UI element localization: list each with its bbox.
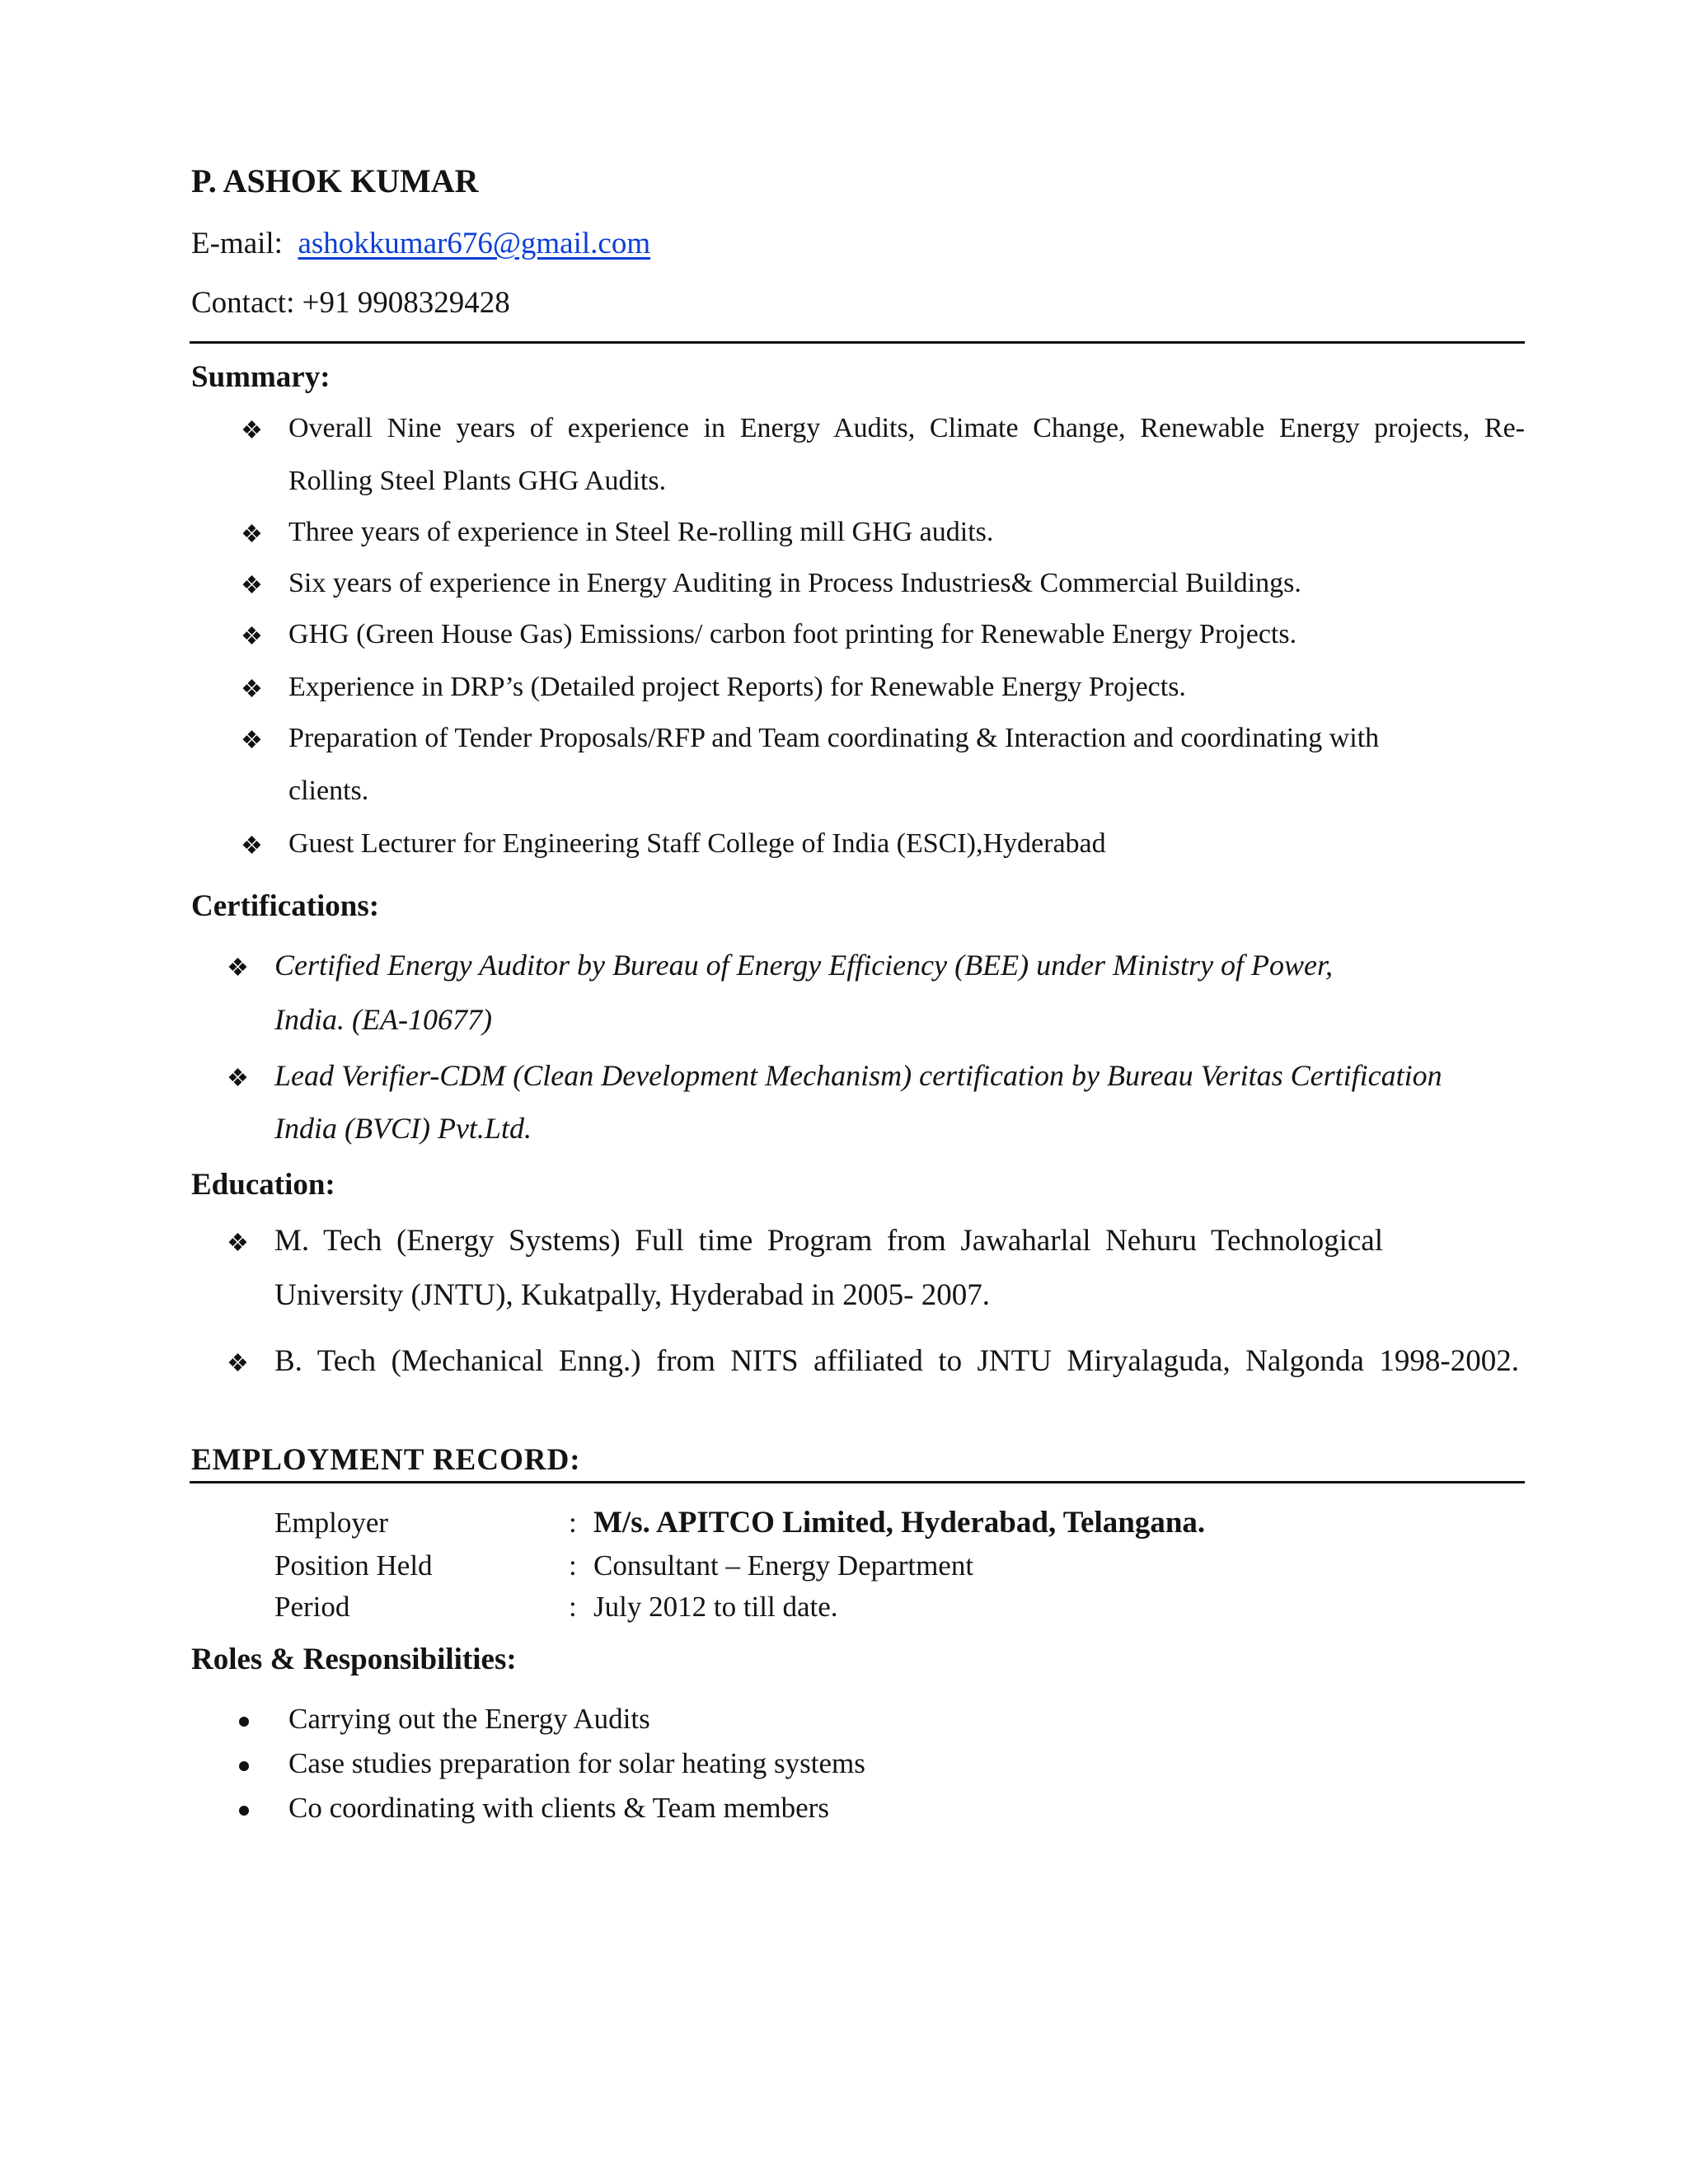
- contact-number: +91 9908329428: [302, 286, 510, 320]
- period-value: July 2012 to till date.: [593, 1591, 838, 1623]
- candidate-name: P. ASHOK KUMAR: [191, 162, 479, 199]
- summary-item-1-line-1: Overall Nine years of experience in Energy Audits, Climate Change, Renewable Energy projects, Re-: [288, 413, 1525, 443]
- diamond-bullet-icon: ❖: [241, 676, 263, 703]
- role-item-2: Case studies preparation for solar heating systems: [288, 1747, 865, 1779]
- summary-item-4: GHG (Green House Gas) Emissions/ carbon foot printing for Renewable Energy Projects.: [288, 619, 1297, 649]
- certifications-heading: Certifications:: [191, 889, 380, 923]
- summary-item-6-line-1: Preparation of Tender Proposals/RFP and Team coordinating & Interaction and coordinating with: [288, 723, 1380, 753]
- employer-colon: :: [569, 1507, 577, 1539]
- contact-line: [191, 285, 510, 321]
- roles-heading: Roles & Responsibilities:: [191, 1643, 517, 1676]
- diamond-bullet-icon: ❖: [241, 572, 263, 599]
- role-item-1: Carrying out the Energy Audits: [288, 1703, 650, 1735]
- summary-item-2: Three years of experience in Steel Re-rolling mill GHG audits.: [288, 517, 994, 547]
- position-label: Position Held: [274, 1549, 433, 1582]
- summary-item-5: Experience in DRP’s (Detailed project Reports) for Renewable Energy Projects.: [288, 672, 1186, 702]
- summary-item-7: Guest Lecturer for Engineering Staff College of India (ESCI),Hyderabad: [288, 828, 1106, 859]
- education-heading: Education:: [191, 1168, 335, 1202]
- bullet-dot-icon: [239, 1806, 249, 1816]
- diamond-bullet-icon: ❖: [227, 1065, 249, 1092]
- certification-item-2-line-1: Lead Verifier-CDM (Clean Development Mechanism) certification by Bureau Veritas Certification: [274, 1059, 1442, 1092]
- education-item-1-line-2: University (JNTU), Kukatpally, Hyderabad in 2005- 2007.: [274, 1278, 990, 1312]
- certification-item-1-line-1: Certified Energy Auditor by Bureau of Energy Efficiency (BEE) under Ministry of Power,: [274, 949, 1334, 982]
- diamond-bullet-icon: ❖: [227, 1230, 249, 1257]
- summary-heading: Summary:: [191, 360, 331, 394]
- email-label: E-mail:: [191, 227, 283, 260]
- contact-label: Contact:: [191, 286, 295, 320]
- period-label: Period: [274, 1591, 350, 1623]
- summary-item-3: Six years of experience in Energy Auditing in Process Industries& Commercial Buildings.: [288, 568, 1301, 598]
- header-divider: [190, 341, 1525, 344]
- diamond-bullet-icon: ❖: [241, 521, 263, 548]
- certification-item-1-line-2: India. (EA-10677): [274, 1003, 492, 1036]
- employment-divider: [190, 1481, 1525, 1483]
- email-line: [191, 226, 650, 261]
- employment-heading: EMPLOYMENT RECORD:: [191, 1443, 581, 1477]
- education-item-1-line-1: M. Tech (Energy Systems) Full time Program from Jawaharlal Nehuru Technological: [274, 1224, 1383, 1258]
- period-colon: :: [569, 1591, 577, 1623]
- bullet-dot-icon: [239, 1717, 249, 1727]
- role-item-3: Co coordinating with clients & Team members: [288, 1792, 829, 1824]
- email-link[interactable]: ashokkumar676@gmail.com: [298, 227, 651, 260]
- employer-label: Employer: [274, 1507, 389, 1539]
- diamond-bullet-icon: ❖: [241, 832, 263, 860]
- education-item-2: B. Tech (Mechanical Enng.) from NITS affiliated to JNTU Miryalaguda, Nalgonda 1998-2002.: [274, 1344, 1519, 1378]
- position-value: Consultant – Energy Department: [593, 1549, 974, 1582]
- bullet-dot-icon: [239, 1761, 249, 1771]
- diamond-bullet-icon: ❖: [227, 954, 249, 982]
- certification-item-2-line-2: India (BVCI) Pvt.Ltd.: [274, 1112, 532, 1145]
- diamond-bullet-icon: ❖: [227, 1350, 249, 1377]
- position-colon: :: [569, 1549, 577, 1582]
- diamond-bullet-icon: ❖: [241, 623, 263, 650]
- diamond-bullet-icon: ❖: [241, 727, 263, 754]
- employer-value: M/s. APITCO Limited, Hyderabad, Telangana.: [593, 1506, 1206, 1540]
- summary-item-1-line-2: Rolling Steel Plants GHG Audits.: [288, 466, 667, 496]
- summary-item-6-line-2: clients.: [288, 776, 369, 806]
- diamond-bullet-icon: ❖: [241, 417, 263, 444]
